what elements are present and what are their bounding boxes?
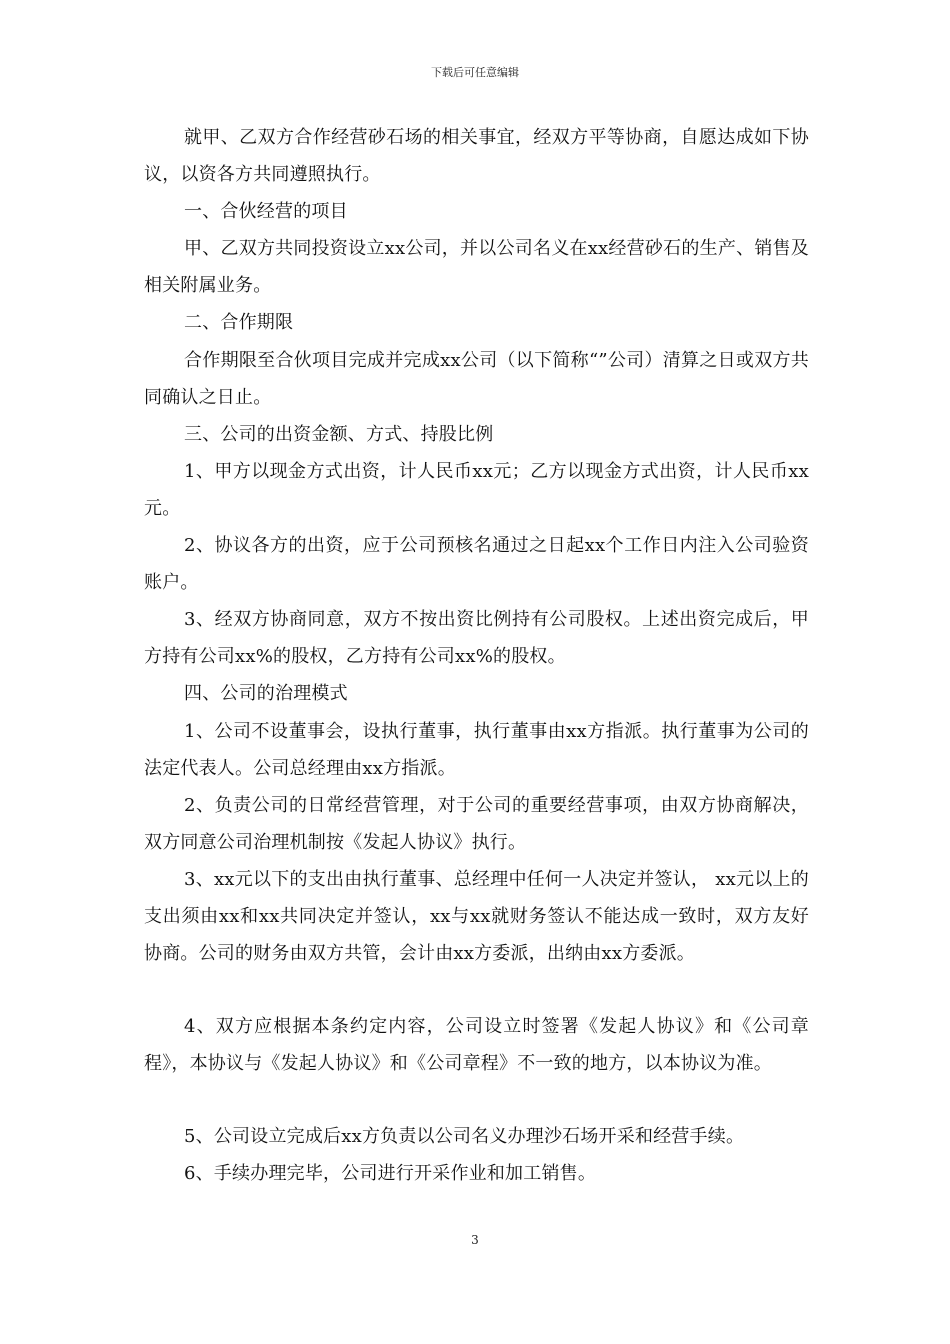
page-number: 3 <box>471 1233 479 1247</box>
section-heading-term: 二、合作期限 <box>184 312 294 334</box>
paragraph-governance-3: 3、xx元以下的支出由执行董事、总经理中任何一人决定并签认， xx元以上的支出须由xx和xx共同决定并签认，xx与xx就财务签认不能达成一致时，双方友好协商。公司的财务由双方共管，会计由xx方委派，出纳由xx方委派。 <box>144 868 809 965</box>
paragraph-capital-3: 3、经双方协商同意，双方不按出资比例持有公司股权。上述出资完成后，甲方持有公司xx%的股权，乙方持有公司xx%的股权。 <box>144 609 809 668</box>
paragraph-governance-4: 4、双方应根据本条约定内容，公司设立时签署《发起人协议》和《公司章程》，本协议与《发起人协议》和《公司章程》不一致的地方，以本协议为准。 <box>144 1016 809 1075</box>
paragraph-capital-1: 1、甲方以现金方式出资，计人民币xx元；乙方以现金方式出资，计人民币xx元。 <box>144 460 809 519</box>
section-heading-project: 一、合伙经营的项目 <box>184 201 348 223</box>
paragraph-capital-2: 2、协议各方的出资，应于公司预核名通过之日起xx个工作日内注入公司验资账户。 <box>144 535 809 594</box>
paragraph-project: 甲、乙双方共同投资设立xx公司，并以公司名义在xx经营砂石的生产、销售及相关附属业务。 <box>144 238 809 297</box>
paragraph-intro: 就甲、乙双方合作经营砂石场的相关事宜，经双方平等协商，自愿达成如下协议，以资各方共同遵照执行。 <box>144 127 809 186</box>
paragraph-governance-1: 1、公司不设董事会，设执行董事，执行董事由xx方指派。执行董事为公司的法定代表人。公司总经理由xx方指派。 <box>144 720 809 779</box>
document-body <box>144 119 809 1193</box>
paragraph-term: 合作期限至合伙项目完成并完成xx公司（以下简称“”公司）清算之日或双方共同确认之日止。 <box>144 349 809 408</box>
paragraph-governance-6: 6、手续办理完毕，公司进行开采作业和加工销售。 <box>184 1163 597 1185</box>
page-header: 下载后可任意编辑 <box>431 66 519 79</box>
paragraph-governance-2: 2、负责公司的日常经营管理，对于公司的重要经营事项，由双方协商解决，双方同意公司治理机制按《发起人协议》执行。 <box>144 794 809 853</box>
paragraph-governance-5: 5、公司设立完成后xx方负责以公司名义办理沙石场开采和经营手续。 <box>184 1126 745 1148</box>
section-heading-governance: 四、公司的治理模式 <box>184 683 348 705</box>
section-heading-capital: 三、公司的出资金额、方式、持股比例 <box>184 423 494 445</box>
